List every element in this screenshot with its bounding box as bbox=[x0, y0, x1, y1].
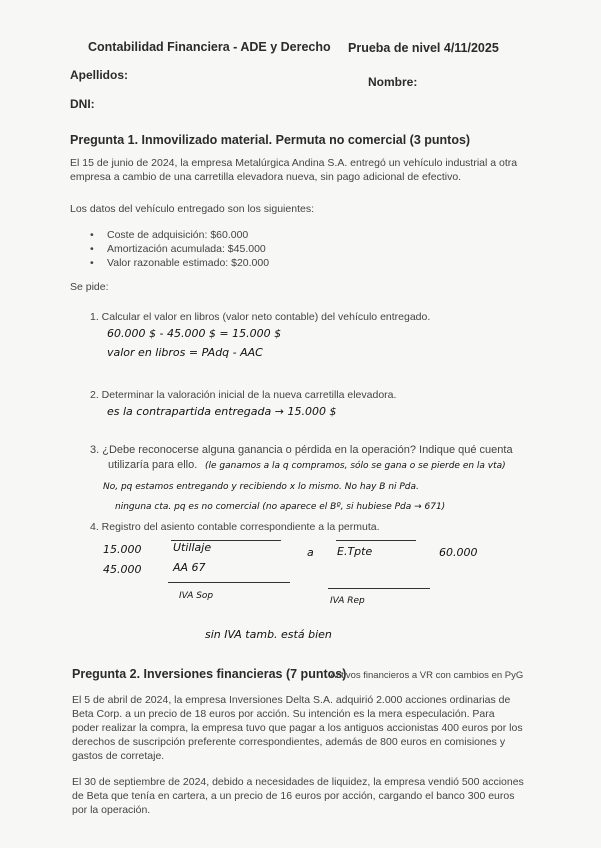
exam-title: Prueba de nivel 4/11/2025 bbox=[348, 41, 499, 55]
entry-mid-line-left bbox=[168, 582, 290, 583]
apellidos-label: Apellidos: bbox=[70, 68, 129, 82]
q1-item-3-line-2: utilizaría para ello. bbox=[108, 459, 198, 471]
entry-debit-account-2: AA 67 bbox=[173, 561, 206, 574]
q2-paragraph-1: El 5 de abril de 2024, la empresa Inversiones Delta S.A. adquirió 2.000 acciones ordinarias de Beta Corp. a un precio de 18 euros por acción. Su intención es la mera especulación. Para poder realizar la compra, la empresa tuvo que pagar a los antiguos accionistas 400 euros por los derechos de suscripción preferente correspondientes, además de 800 euros en comisiones y gastos de corretaje. bbox=[72, 694, 523, 762]
q1-item-2: 2. Determinar la valoración inicial de la nueva carretilla elevadora. bbox=[90, 389, 397, 401]
q1-intro-line-1: El 15 de junio de 2024, la empresa Metalúrgica Andina S.A. entregó un vehículo industrial a otra bbox=[70, 157, 518, 169]
entry-debit-amount-2: 45.000 bbox=[103, 563, 142, 576]
handwritten-answer-3a: (le ganamos a la q compramos, sólo se gana o se pierde en la vta) bbox=[205, 461, 506, 471]
q1-se-pide: Se pide: bbox=[70, 281, 109, 293]
entry-mid-line-right bbox=[328, 588, 430, 589]
question-2-title: Pregunta 2. Inversiones financieras (7 puntos) bbox=[72, 667, 347, 681]
entry-credit-account-1: E.Tpte bbox=[337, 545, 373, 558]
handwritten-answer-4: sin IVA tamb. está bien bbox=[205, 628, 332, 641]
entry-top-line-right bbox=[336, 540, 416, 541]
nombre-label: Nombre: bbox=[368, 75, 418, 89]
q2-paragraph-2: El 30 de septiembre de 2024, debido a necesidades de liquidez, la empresa vendió 500 acciones de Beta que tenía en cartera, a un precio de 16 euros por acción, cargando el banco 300 euros por la operación. bbox=[72, 776, 524, 816]
dni-label: DNI: bbox=[70, 97, 95, 111]
entry-credit-amount-1: 60.000 bbox=[439, 546, 478, 559]
handwritten-answer-1b: valor en libros = PAdq - AAC bbox=[107, 346, 263, 359]
entry-debit-account-1: Utillaje bbox=[173, 541, 212, 554]
question-1-title: Pregunta 1. Inmovilizado material. Permuta no comercial (3 puntos) bbox=[70, 133, 471, 147]
entry-a: a bbox=[307, 546, 314, 559]
handwritten-answer-2: es la contrapartida entregada → 15.000 $ bbox=[107, 405, 337, 418]
handwritten-answer-1a: 60.000 $ - 45.000 $ = 15.000 $ bbox=[107, 327, 282, 340]
q1-item-1: 1. Calcular el valor en libros (valor neto contable) del vehículo entregado. bbox=[90, 311, 431, 323]
q1-datos-label: Los datos del vehículo entregado son los siguientes: bbox=[70, 203, 314, 215]
q1-item-4: 4. Registro del asiento contable correspondiente a la permuta. bbox=[90, 521, 380, 533]
entry-iva-sop: IVA Sop bbox=[179, 591, 214, 601]
q1-bullet: • Coste de adquisición: $60.000 bbox=[107, 229, 248, 241]
q1-item-3-line-1: 3. ¿Debe reconocerse alguna ganancia o pérdida en la operación? Indique qué cuenta bbox=[90, 444, 513, 456]
question-2-subtitle: Activos financieros a VR con cambios en PyG bbox=[330, 670, 524, 681]
handwritten-answer-3b: No, pq estamos entregando y recibiendo x lo mismo. No hay B ni Pda. bbox=[103, 482, 419, 492]
q1-bullet: • Valor razonable estimado: $20.000 bbox=[107, 257, 269, 269]
q1-intro-line-2: empresa a cambio de una carretilla elevadora nueva, sin pago adicional de efectivo. bbox=[70, 171, 462, 183]
q1-bullet: • Amortización acumulada: $45.000 bbox=[107, 243, 266, 255]
entry-iva-rep: IVA Rep bbox=[330, 596, 365, 606]
handwritten-answer-3c: ninguna cta. pq es no comercial (no aparece el Bº, si hubiese Pda → 671) bbox=[115, 502, 446, 512]
entry-debit-amount-1: 15.000 bbox=[103, 543, 142, 556]
course-title: Contabilidad Financiera - ADE y Derecho bbox=[88, 40, 331, 54]
